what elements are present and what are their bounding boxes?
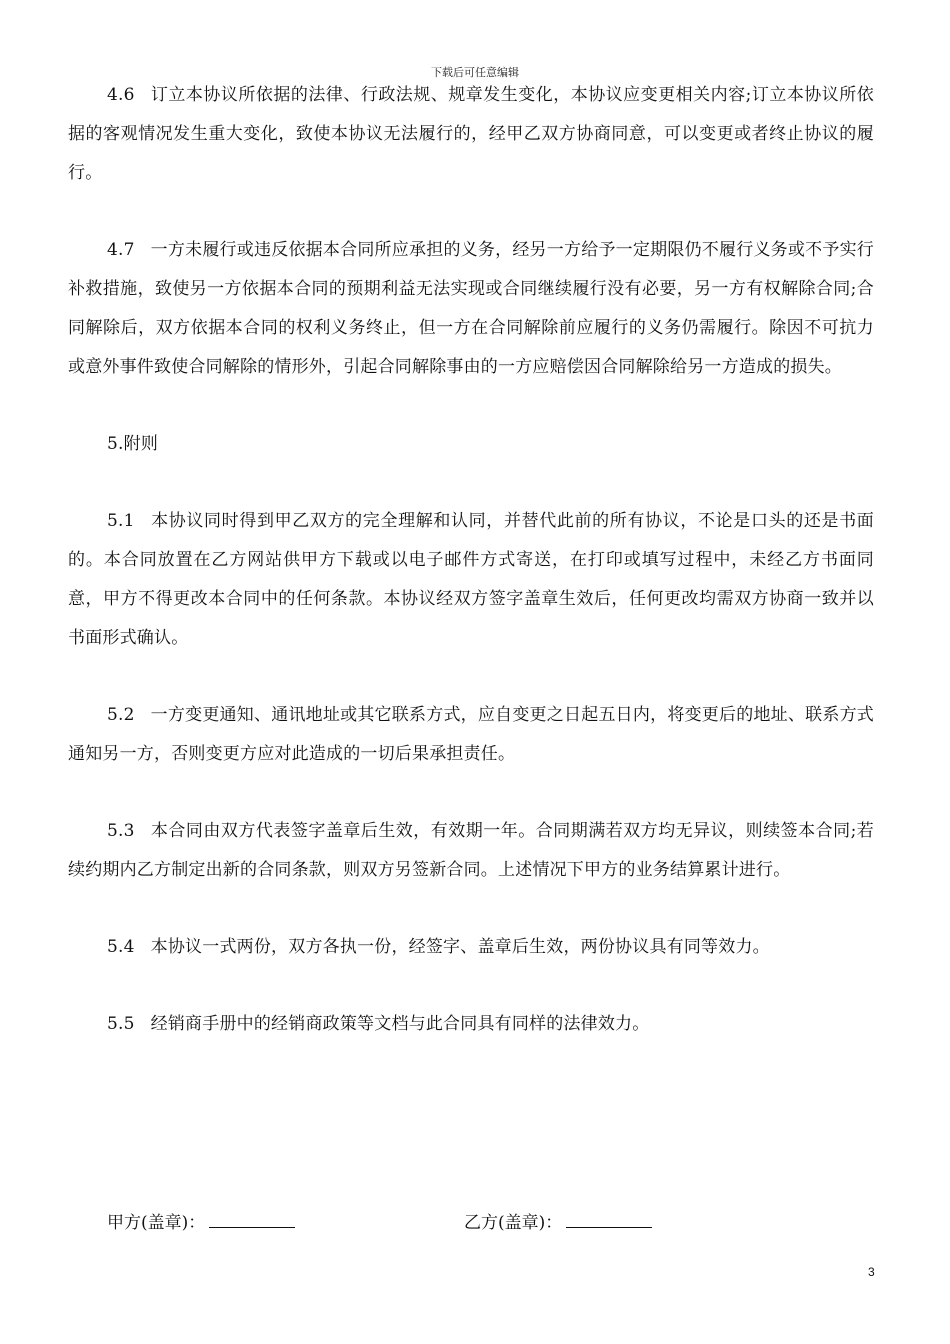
clause-number: 5.3 — [107, 821, 135, 841]
clause-5-4 — [68, 928, 874, 967]
header-note: 下载后可任意编辑 — [431, 66, 519, 79]
party-a-signature — [107, 1209, 295, 1237]
clause-text: 本合同由双方代表签字盖章后生效，有效期一年。合同期满若双方均无异议，则续签本合同;若续约期内乙方制定出新的合同条款，则双方另签新合同。上述情况下甲方的业务结算累计进行。 — [68, 821, 874, 880]
party-b-signature — [464, 1209, 652, 1237]
clause-number: 5.2 — [107, 705, 135, 725]
clause-4-7 — [68, 231, 874, 387]
clause-text: 一方变更通知、通讯地址或其它联系方式，应自变更之日起五日内，将变更后的地址、联系方式通知另一方，否则变更方应对此造成的一切后果承担责任。 — [68, 705, 874, 764]
clause-text: 本协议同时得到甲乙双方的完全理解和认同，并替代此前的所有协议，不论是口头的还是书面的。本合同放置在乙方网站供甲方下载或以电子邮件方式寄送，在打印或填写过程中，未经乙方书面同意，甲方不得更改本合同中的任何条款。本协议经双方签字盖章生效后，任何更改均需双方协商一致并以书面形式确认。 — [68, 511, 874, 648]
party-a-label: 甲方(盖章)： — [107, 1213, 206, 1233]
clause-5-5 — [68, 1005, 874, 1044]
clause-number: 5.5 — [107, 1014, 135, 1034]
clause-text: 本协议一式两份，双方各执一份，经签字、盖章后生效，两份协议具有同等效力。 — [150, 937, 770, 957]
clause-text: 经销商手册中的经销商政策等文档与此合同具有同样的法律效力。 — [150, 1014, 650, 1034]
clause-number: 4.6 — [107, 85, 135, 105]
clause-5-3 — [68, 812, 874, 890]
clause-5-2 — [68, 696, 874, 774]
party-b-signature-blank — [566, 1211, 652, 1228]
clause-4-6 — [68, 76, 874, 193]
clause-number: 5.4 — [107, 937, 135, 957]
clause-number: 5.1 — [107, 511, 135, 531]
party-a-signature-blank — [209, 1211, 295, 1228]
clause-5-1 — [68, 502, 874, 658]
clause-text: 一方未履行或违反依据本合同所应承担的义务，经另一方给予一定期限仍不履行义务或不予实行补救措施，致使另一方依据本合同的预期利益无法实现或合同继续履行没有必要，另一方有权解除合同;合同解除后，双方依据本合同的权利义务终止，但一方在合同解除前应履行的义务仍需履行。除因不可抗力或意外事件致使合同解除的情形外，引起合同解除事由的一方应赔偿因合同解除给另一方造成的损失。 — [68, 240, 874, 377]
clause-number: 4.7 — [107, 240, 135, 260]
section-heading-5: 5.附则 — [107, 434, 159, 454]
page-number: 3 — [868, 1265, 875, 1279]
party-b-label: 乙方(盖章)： — [464, 1213, 563, 1233]
clause-text: 订立本协议所依据的法律、行政法规、规章发生变化，本协议应变更相关内容;订立本协议所依据的客观情况发生重大变化，致使本协议无法履行的，经甲乙双方协商同意，可以变更或者终止协议的履行。 — [68, 85, 874, 183]
document-body — [68, 76, 874, 1082]
